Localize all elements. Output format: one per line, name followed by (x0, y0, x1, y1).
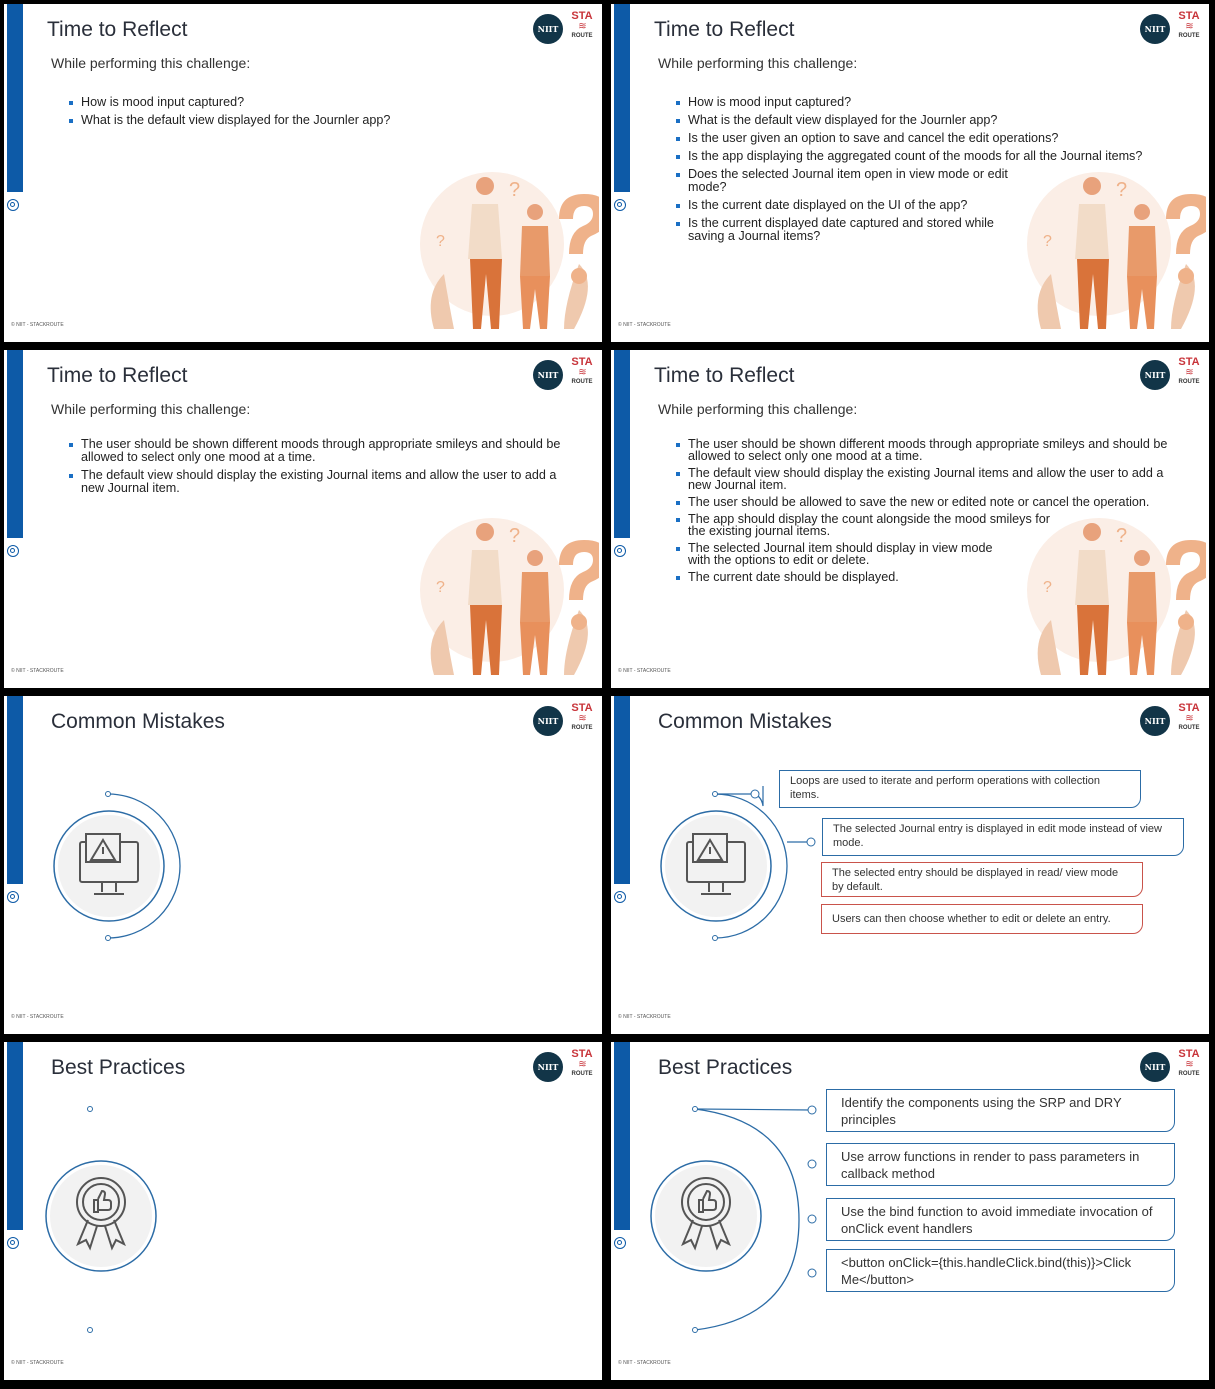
niit-logo: NIIT (533, 360, 563, 390)
mistake-diagram (651, 786, 821, 946)
ring-icon (614, 545, 626, 557)
left-accent-bar (7, 4, 23, 192)
svg-text:?: ? (1043, 233, 1052, 250)
stackroute-logo-bottom: ROUTE (1178, 379, 1200, 385)
niit-logo: NIIT (1140, 706, 1170, 736)
stackroute-logo-bottom: ROUTE (571, 1071, 593, 1077)
niit-logo: NIIT (533, 14, 563, 44)
stackroute-logo-bottom: ROUTE (1178, 725, 1200, 731)
list-item: The user should be shown different moods through appropriate smileys and should be allowed to select only one mood at a time. (676, 438, 1181, 462)
left-accent-bar (614, 4, 630, 192)
practice-box: Identify the components using the SRP and DRY principles (826, 1089, 1175, 1132)
slide-subtitle: While performing this challenge: (658, 55, 858, 71)
bullet-list (69, 96, 579, 132)
svg-text:?: ? (436, 579, 445, 596)
ring-icon (7, 1237, 19, 1249)
slide-title: Common Mistakes (51, 710, 225, 733)
ring-icon (614, 1237, 626, 1249)
practice-diagram (649, 1102, 819, 1342)
slide-1[interactable] (4, 4, 602, 342)
zigzag-icon: ≋ (1185, 1059, 1193, 1070)
slide-title: Best Practices (658, 1056, 793, 1079)
mistake-box: Loops are used to iterate and perform operations with collection items. (779, 770, 1141, 808)
list-item: Is the user given an option to save and cancel the edit operations? (676, 132, 1186, 145)
practice-box: Use the bind function to avoid immediate invocation of onClick event handlers (826, 1198, 1175, 1241)
zigzag-icon: ≋ (578, 367, 586, 378)
stackroute-logo-top: STA (571, 702, 593, 714)
stackroute-logo-bottom: ROUTE (571, 33, 593, 39)
list-item: Is the app displaying the aggregated count of the moods for all the Journal items? (676, 150, 1186, 163)
footer-copyright: © NIIT - STACKROUTE (11, 668, 64, 674)
list-item: The default view should display the existing Journal items and allow the user to add a new Journal item. (69, 469, 574, 495)
stackroute-logo (571, 1049, 593, 1085)
slide-title: Time to Reflect (47, 18, 188, 41)
slide-title: Time to Reflect (654, 364, 795, 387)
stackroute-logo-top: STA (1178, 1048, 1200, 1060)
list-item: Does the selected Journal item open in view mode or edit mode? (676, 168, 1013, 194)
niit-logo: NIIT (1140, 360, 1170, 390)
stackroute-logo-top: STA (571, 1048, 593, 1060)
stackroute-logo-top: STA (1178, 356, 1200, 368)
svg-text:?: ? (1116, 179, 1128, 201)
zigzag-icon: ≋ (578, 713, 586, 724)
correction-box: The selected entry should be displayed in read/ view mode by default. (821, 862, 1143, 897)
list-item: Is the current displayed date captured and stored while saving a Journal items? (676, 217, 1013, 243)
left-accent-bar (7, 350, 23, 538)
footer-copyright: © NIIT - STACKROUTE (618, 1014, 671, 1020)
stackroute-logo-top: STA (1178, 702, 1200, 714)
list-item: What is the default view displayed for the Journler app? (676, 114, 1186, 127)
left-accent-bar (614, 1042, 630, 1230)
list-item: The selected Journal item should display in view mode with the options to edit or delete. (676, 542, 1013, 566)
bullet-list (69, 438, 574, 500)
stackroute-logo-bottom: ROUTE (571, 725, 593, 731)
list-item: The default view should display the existing Journal items and allow the user to add a new Journal item. (676, 467, 1181, 491)
slide-6[interactable] (611, 696, 1209, 1034)
ring-icon (7, 545, 19, 557)
niit-logo: NIIT (1140, 14, 1170, 44)
footer-copyright: © NIIT - STACKROUTE (11, 1360, 64, 1366)
list-item: The user should be shown different moods through appropriate smileys and should be allowed to select only one mood at a time. (69, 438, 574, 464)
slide-4[interactable] (611, 350, 1209, 688)
niit-logo: NIIT (1140, 1052, 1170, 1082)
people-question-illustration (1021, 510, 1206, 680)
list-item: How is mood input captured? (676, 96, 1186, 109)
code-example-box: <button onClick={this.handleClick.bind(this)}>Click Me</button> (826, 1249, 1175, 1292)
ring-icon (614, 891, 626, 903)
stackroute-logo (1178, 703, 1200, 739)
list-item: The app should display the count alongside the mood smileys for the existing journal items. (676, 513, 1058, 537)
correction-box: Users can then choose whether to edit or delete an entry. (821, 904, 1143, 934)
list-item: How is mood input captured? (69, 96, 579, 109)
practice-diagram (42, 1102, 162, 1342)
zigzag-icon: ≋ (1185, 367, 1193, 378)
stackroute-logo (571, 703, 593, 739)
slide-title: Time to Reflect (47, 364, 188, 387)
slide-subtitle: While performing this challenge: (51, 401, 251, 417)
stackroute-logo-bottom: ROUTE (571, 379, 593, 385)
zigzag-icon: ≋ (578, 1059, 586, 1070)
ring-icon (614, 199, 626, 211)
footer-copyright: © NIIT - STACKROUTE (11, 1014, 64, 1020)
niit-logo: NIIT (533, 1052, 563, 1082)
stackroute-logo-top: STA (1178, 10, 1200, 22)
slide-title: Common Mistakes (658, 710, 832, 733)
mistake-diagram (44, 786, 194, 946)
list-item: What is the default view displayed for the Journler app? (69, 114, 579, 127)
footer-copyright: © NIIT - STACKROUTE (11, 322, 64, 328)
list-item: The current date should be displayed. (676, 571, 1181, 583)
slide-title: Time to Reflect (654, 18, 795, 41)
practice-box: Use arrow functions in render to pass parameters in callback method (826, 1143, 1175, 1186)
slide-subtitle: While performing this challenge: (51, 55, 251, 71)
stackroute-logo-bottom: ROUTE (1178, 1071, 1200, 1077)
list-item: The user should be allowed to save the new or edited note or cancel the operation. (676, 496, 1181, 508)
stackroute-logo (571, 357, 593, 393)
zigzag-icon: ≋ (1185, 21, 1193, 32)
svg-text:?: ? (1116, 525, 1128, 547)
slide-8[interactable] (611, 1042, 1209, 1380)
svg-text:?: ? (509, 179, 521, 201)
slide-title: Best Practices (51, 1056, 186, 1079)
left-accent-bar (7, 696, 23, 884)
people-question-illustration (1021, 164, 1206, 334)
stackroute-logo (571, 11, 593, 47)
footer-copyright: © NIIT - STACKROUTE (618, 1360, 671, 1366)
stackroute-logo-bottom: ROUTE (1178, 33, 1200, 39)
footer-copyright: © NIIT - STACKROUTE (618, 322, 671, 328)
slide-5[interactable] (4, 696, 602, 1034)
people-question-illustration (414, 510, 599, 680)
stackroute-logo (1178, 1049, 1200, 1085)
svg-text:?: ? (1043, 579, 1052, 596)
svg-text:?: ? (436, 233, 445, 250)
people-question-illustration (414, 164, 599, 334)
stackroute-logo (1178, 11, 1200, 47)
niit-logo: NIIT (533, 706, 563, 736)
slide-2[interactable] (611, 4, 1209, 342)
slide-3[interactable] (4, 350, 602, 688)
zigzag-icon: ≋ (578, 21, 586, 32)
zigzag-icon: ≋ (1185, 713, 1193, 724)
slide-subtitle: While performing this challenge: (658, 401, 858, 417)
footer-copyright: © NIIT - STACKROUTE (618, 668, 671, 674)
left-accent-bar (614, 696, 630, 884)
ring-icon (7, 199, 19, 211)
svg-text:?: ? (509, 525, 521, 547)
left-accent-bar (7, 1042, 23, 1230)
stackroute-logo-top: STA (571, 10, 593, 22)
stackroute-logo-top: STA (571, 356, 593, 368)
ring-icon (7, 891, 19, 903)
slide-7[interactable] (4, 1042, 602, 1380)
list-item: Is the current date displayed on the UI of the app? (676, 199, 1186, 212)
mistake-box: The selected Journal entry is displayed in edit mode instead of view mode. (822, 818, 1184, 856)
left-accent-bar (614, 350, 630, 538)
stackroute-logo (1178, 357, 1200, 393)
